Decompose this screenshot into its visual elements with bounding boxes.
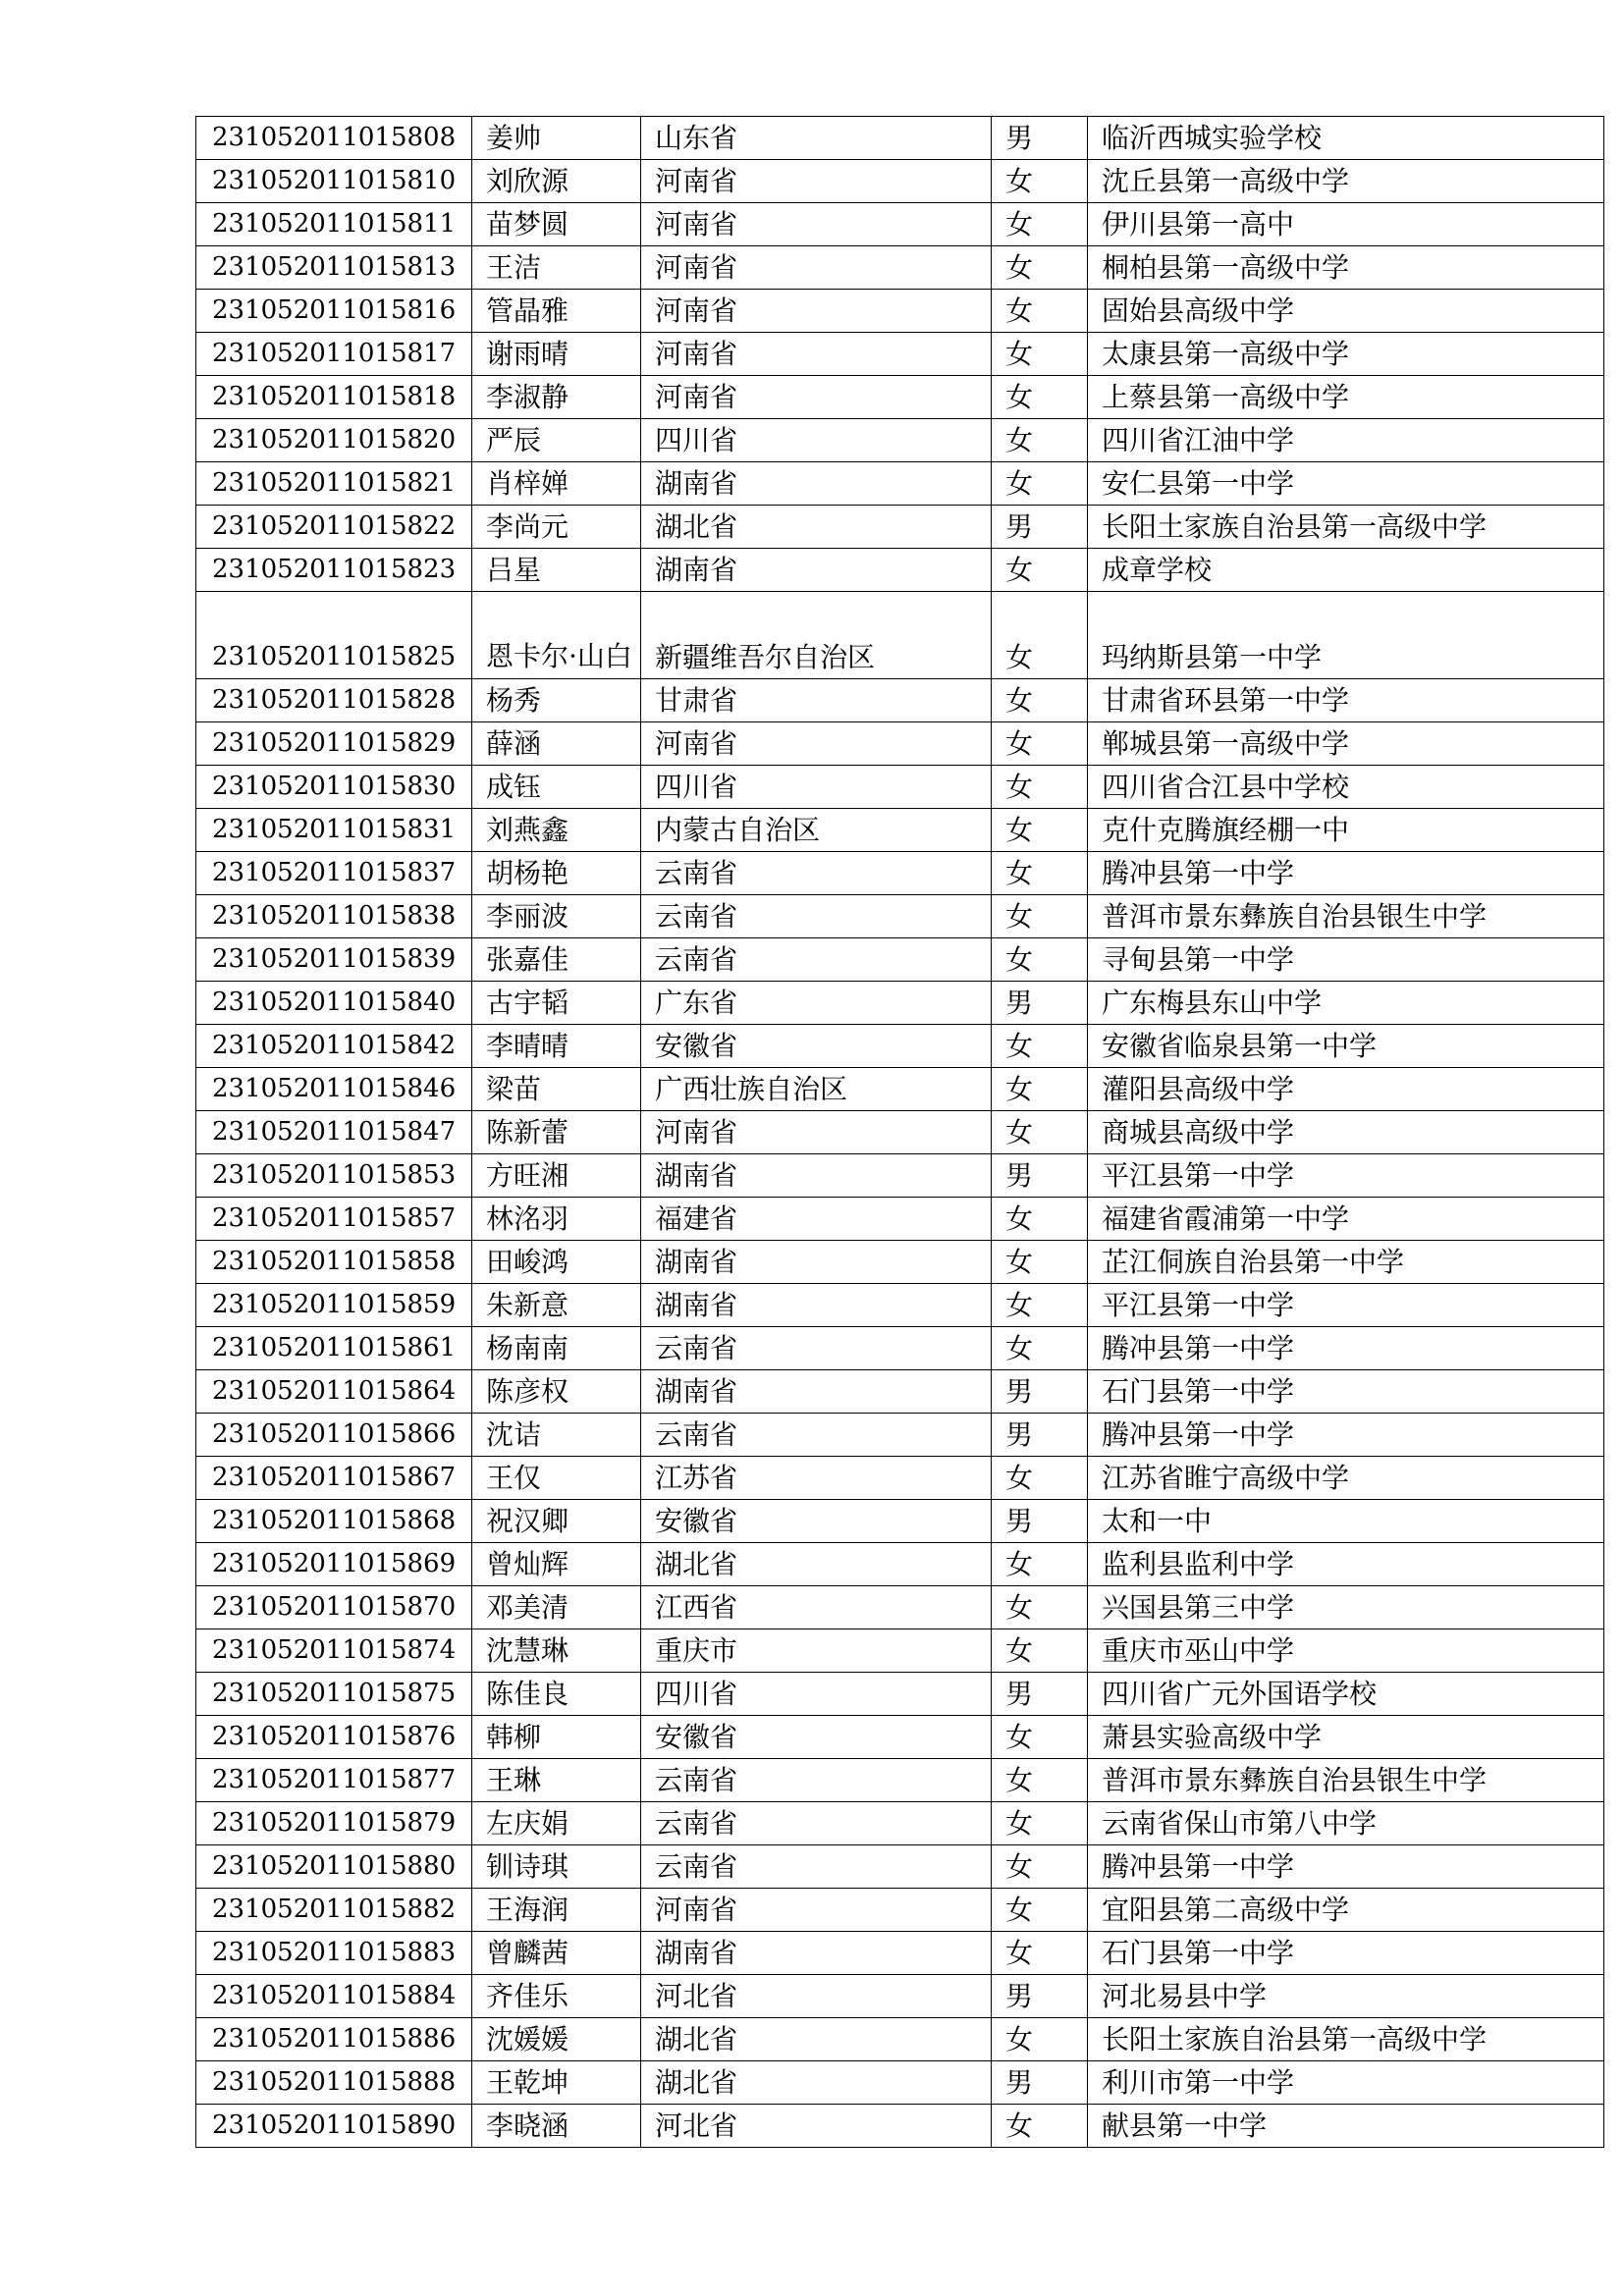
gender-cell: 男 xyxy=(992,2061,1088,2105)
school-cell: 克什克腾旗经棚一中 xyxy=(1088,809,1604,852)
student-name-cell: 邓美清 xyxy=(472,1586,641,1629)
province-cell: 湖南省 xyxy=(641,462,992,506)
province-cell: 四川省 xyxy=(641,419,992,462)
student-name-cell: 杨南南 xyxy=(472,1327,641,1370)
student-id-cell: 231052011015830 xyxy=(196,766,472,809)
school-cell: 平江县第一中学 xyxy=(1088,1154,1604,1198)
school-cell: 安仁县第一中学 xyxy=(1088,462,1604,506)
student-name-cell: 沈慧琳 xyxy=(472,1629,641,1673)
table-row xyxy=(196,1802,1604,1845)
school-cell: 普洱市景东彝族自治县银生中学 xyxy=(1088,1759,1604,1802)
school-cell: 甘肃省环县第一中学 xyxy=(1088,679,1604,722)
student-id-cell: 231052011015846 xyxy=(196,1068,472,1111)
table-row xyxy=(196,203,1604,246)
student-id-cell: 231052011015882 xyxy=(196,1889,472,1932)
school-cell: 桐柏县第一高级中学 xyxy=(1088,246,1604,290)
school-cell: 利川市第一中学 xyxy=(1088,2061,1604,2105)
table-row xyxy=(196,1241,1604,1284)
school-cell: 长阳土家族自治县第一高级中学 xyxy=(1088,506,1604,549)
table-row xyxy=(196,2061,1604,2105)
student-name-cell: 沈诘 xyxy=(472,1414,641,1457)
table-row xyxy=(196,2018,1604,2061)
province-cell: 河南省 xyxy=(641,290,992,333)
student-name-cell: 严辰 xyxy=(472,419,641,462)
gender-cell: 女 xyxy=(992,1111,1088,1154)
province-cell: 湖南省 xyxy=(641,1154,992,1198)
table-row xyxy=(196,982,1604,1025)
gender-cell: 男 xyxy=(992,1975,1088,2018)
school-cell: 腾冲县第一中学 xyxy=(1088,852,1604,895)
school-cell: 普洱市景东彝族自治县银生中学 xyxy=(1088,895,1604,938)
gender-cell: 女 xyxy=(992,246,1088,290)
student-name-cell: 李淑静 xyxy=(472,376,641,419)
province-cell: 甘肃省 xyxy=(641,679,992,722)
table-row xyxy=(196,766,1604,809)
student-id-cell: 231052011015864 xyxy=(196,1370,472,1414)
gender-cell: 男 xyxy=(992,1370,1088,1414)
student-id-cell: 231052011015880 xyxy=(196,1845,472,1889)
province-cell: 湖北省 xyxy=(641,1543,992,1586)
student-name-cell: 李尚元 xyxy=(472,506,641,549)
table-row xyxy=(196,722,1604,766)
student-name-cell: 薛涵 xyxy=(472,722,641,766)
gender-cell: 女 xyxy=(992,809,1088,852)
student-name-cell: 曾麟茜 xyxy=(472,1932,641,1975)
gender-cell: 女 xyxy=(992,679,1088,722)
province-cell: 河南省 xyxy=(641,376,992,419)
school-cell: 河北易县中学 xyxy=(1088,1975,1604,2018)
province-cell: 新疆维吾尔自治区 xyxy=(641,592,992,679)
student-name-cell: 田峻鸿 xyxy=(472,1241,641,1284)
gender-cell: 女 xyxy=(992,203,1088,246)
school-cell: 玛纳斯县第一中学 xyxy=(1088,592,1604,679)
student-name-cell: 韩柳 xyxy=(472,1716,641,1759)
gender-cell: 女 xyxy=(992,376,1088,419)
gender-cell: 男 xyxy=(992,117,1088,160)
student-name-cell: 恩卡尔·山白 xyxy=(472,592,641,679)
gender-cell: 女 xyxy=(992,895,1088,938)
gender-cell: 男 xyxy=(992,1500,1088,1543)
table-row xyxy=(196,1975,1604,2018)
student-name-cell: 梁苗 xyxy=(472,1068,641,1111)
table-row xyxy=(196,1889,1604,1932)
student-id-cell: 231052011015825 xyxy=(196,592,472,679)
student-name-cell: 陈佳良 xyxy=(472,1673,641,1716)
gender-cell: 男 xyxy=(992,1673,1088,1716)
student-id-cell: 231052011015829 xyxy=(196,722,472,766)
school-cell: 江苏省睢宁高级中学 xyxy=(1088,1457,1604,1500)
student-id-cell: 231052011015868 xyxy=(196,1500,472,1543)
student-name-cell: 王海润 xyxy=(472,1889,641,1932)
school-cell: 长阳土家族自治县第一高级中学 xyxy=(1088,2018,1604,2061)
school-cell: 沈丘县第一高级中学 xyxy=(1088,160,1604,203)
table-row xyxy=(196,246,1604,290)
student-name-cell: 杨秀 xyxy=(472,679,641,722)
table-row xyxy=(196,1198,1604,1241)
student-name-cell: 齐佳乐 xyxy=(472,1975,641,2018)
gender-cell: 女 xyxy=(992,1543,1088,1586)
student-name-cell: 祝汉卿 xyxy=(472,1500,641,1543)
gender-cell: 女 xyxy=(992,462,1088,506)
student-id-cell: 231052011015820 xyxy=(196,419,472,462)
province-cell: 广西壮族自治区 xyxy=(641,1068,992,1111)
gender-cell: 女 xyxy=(992,1586,1088,1629)
gender-cell: 女 xyxy=(992,766,1088,809)
province-cell: 湖南省 xyxy=(641,1241,992,1284)
student-name-cell: 沈媛媛 xyxy=(472,2018,641,2061)
table-row xyxy=(196,1111,1604,1154)
gender-cell: 女 xyxy=(992,852,1088,895)
student-name-cell: 李晴晴 xyxy=(472,1025,641,1068)
table-row xyxy=(196,1932,1604,1975)
school-cell: 伊川县第一高中 xyxy=(1088,203,1604,246)
school-cell: 寻甸县第一中学 xyxy=(1088,938,1604,982)
student-id-cell: 231052011015813 xyxy=(196,246,472,290)
student-name-cell: 王乾坤 xyxy=(472,2061,641,2105)
table-row xyxy=(196,549,1604,592)
student-id-cell: 231052011015808 xyxy=(196,117,472,160)
table-row xyxy=(196,938,1604,982)
school-cell: 监利县监利中学 xyxy=(1088,1543,1604,1586)
student-id-cell: 231052011015861 xyxy=(196,1327,472,1370)
student-name-cell: 刘燕鑫 xyxy=(472,809,641,852)
school-cell: 宜阳县第二高级中学 xyxy=(1088,1889,1604,1932)
gender-cell: 女 xyxy=(992,1889,1088,1932)
province-cell: 云南省 xyxy=(641,1802,992,1845)
province-cell: 安徽省 xyxy=(641,1716,992,1759)
province-cell: 江苏省 xyxy=(641,1457,992,1500)
province-cell: 河南省 xyxy=(641,1111,992,1154)
student-name-cell: 吕星 xyxy=(472,549,641,592)
province-cell: 河南省 xyxy=(641,160,992,203)
student-id-cell: 231052011015884 xyxy=(196,1975,472,2018)
province-cell: 内蒙古自治区 xyxy=(641,809,992,852)
gender-cell: 女 xyxy=(992,938,1088,982)
student-id-cell: 231052011015876 xyxy=(196,1716,472,1759)
student-id-cell: 231052011015817 xyxy=(196,333,472,376)
province-cell: 安徽省 xyxy=(641,1025,992,1068)
student-id-cell: 231052011015816 xyxy=(196,290,472,333)
gender-cell: 女 xyxy=(992,549,1088,592)
student-id-cell: 231052011015853 xyxy=(196,1154,472,1198)
gender-cell: 男 xyxy=(992,982,1088,1025)
table-row xyxy=(196,1414,1604,1457)
province-cell: 湖南省 xyxy=(641,1284,992,1327)
school-cell: 腾冲县第一中学 xyxy=(1088,1845,1604,1889)
table-row xyxy=(196,1586,1604,1629)
student-name-cell: 管晶雅 xyxy=(472,290,641,333)
gender-cell: 女 xyxy=(992,722,1088,766)
student-id-cell: 231052011015842 xyxy=(196,1025,472,1068)
province-cell: 四川省 xyxy=(641,1673,992,1716)
table-row xyxy=(196,852,1604,895)
student-list-table xyxy=(195,116,1604,2148)
student-id-cell: 231052011015879 xyxy=(196,1802,472,1845)
table-row xyxy=(196,506,1604,549)
table-row xyxy=(196,809,1604,852)
table-row xyxy=(196,1500,1604,1543)
student-name-cell: 左庆娟 xyxy=(472,1802,641,1845)
table-row xyxy=(196,1543,1604,1586)
province-cell: 四川省 xyxy=(641,766,992,809)
province-cell: 河北省 xyxy=(641,1975,992,2018)
student-id-cell: 231052011015821 xyxy=(196,462,472,506)
school-cell: 腾冲县第一中学 xyxy=(1088,1414,1604,1457)
province-cell: 河南省 xyxy=(641,203,992,246)
school-cell: 固始县高级中学 xyxy=(1088,290,1604,333)
school-cell: 太康县第一高级中学 xyxy=(1088,333,1604,376)
gender-cell: 女 xyxy=(992,290,1088,333)
student-id-cell: 231052011015811 xyxy=(196,203,472,246)
student-name-cell: 成钰 xyxy=(472,766,641,809)
gender-cell: 女 xyxy=(992,1759,1088,1802)
gender-cell: 女 xyxy=(992,2018,1088,2061)
school-cell: 成章学校 xyxy=(1088,549,1604,592)
student-id-cell: 231052011015857 xyxy=(196,1198,472,1241)
province-cell: 河南省 xyxy=(641,1889,992,1932)
student-name-cell: 胡杨艳 xyxy=(472,852,641,895)
table-row xyxy=(196,1284,1604,1327)
student-id-cell: 231052011015888 xyxy=(196,2061,472,2105)
table-row xyxy=(196,1629,1604,1673)
gender-cell: 女 xyxy=(992,1802,1088,1845)
table-row xyxy=(196,2105,1604,2148)
student-name-cell: 王洁 xyxy=(472,246,641,290)
school-cell: 平江县第一中学 xyxy=(1088,1284,1604,1327)
table-row xyxy=(196,1154,1604,1198)
student-id-cell: 231052011015828 xyxy=(196,679,472,722)
student-id-cell: 231052011015877 xyxy=(196,1759,472,1802)
gender-cell: 女 xyxy=(992,1327,1088,1370)
student-id-cell: 231052011015859 xyxy=(196,1284,472,1327)
student-list-body xyxy=(196,117,1604,2148)
student-name-cell: 陈新蕾 xyxy=(472,1111,641,1154)
gender-cell: 女 xyxy=(992,1284,1088,1327)
table-row xyxy=(196,419,1604,462)
student-name-cell: 肖梓婵 xyxy=(472,462,641,506)
student-name-cell: 钏诗琪 xyxy=(472,1845,641,1889)
table-row xyxy=(196,1327,1604,1370)
table-row xyxy=(196,160,1604,203)
table-row xyxy=(196,895,1604,938)
student-name-cell: 李丽波 xyxy=(472,895,641,938)
school-cell: 临沂西城实验学校 xyxy=(1088,117,1604,160)
table-row xyxy=(196,1025,1604,1068)
student-name-cell: 苗梦圆 xyxy=(472,203,641,246)
school-cell: 上蔡县第一高级中学 xyxy=(1088,376,1604,419)
province-cell: 山东省 xyxy=(641,117,992,160)
student-name-cell: 刘欣源 xyxy=(472,160,641,203)
province-cell: 福建省 xyxy=(641,1198,992,1241)
school-cell: 安徽省临泉县第一中学 xyxy=(1088,1025,1604,1068)
school-cell: 石门县第一中学 xyxy=(1088,1932,1604,1975)
gender-cell: 女 xyxy=(992,1845,1088,1889)
province-cell: 江西省 xyxy=(641,1586,992,1629)
school-cell: 四川省合江县中学校 xyxy=(1088,766,1604,809)
gender-cell: 女 xyxy=(992,1198,1088,1241)
student-id-cell: 231052011015883 xyxy=(196,1932,472,1975)
gender-cell: 女 xyxy=(992,1716,1088,1759)
table-row xyxy=(196,1457,1604,1500)
student-id-cell: 231052011015875 xyxy=(196,1673,472,1716)
province-cell: 云南省 xyxy=(641,1845,992,1889)
school-cell: 献县第一中学 xyxy=(1088,2105,1604,2148)
province-cell: 湖南省 xyxy=(641,549,992,592)
gender-cell: 女 xyxy=(992,2105,1088,2148)
province-cell: 云南省 xyxy=(641,852,992,895)
table-row xyxy=(196,376,1604,419)
province-cell: 湖北省 xyxy=(641,2018,992,2061)
student-name-cell: 方旺湘 xyxy=(472,1154,641,1198)
table-row xyxy=(196,1673,1604,1716)
school-cell: 灌阳县高级中学 xyxy=(1088,1068,1604,1111)
gender-cell: 女 xyxy=(992,1025,1088,1068)
gender-cell: 女 xyxy=(992,419,1088,462)
student-id-cell: 231052011015839 xyxy=(196,938,472,982)
student-name-cell: 朱新意 xyxy=(472,1284,641,1327)
school-cell: 福建省霞浦第一中学 xyxy=(1088,1198,1604,1241)
student-id-cell: 231052011015837 xyxy=(196,852,472,895)
school-cell: 石门县第一中学 xyxy=(1088,1370,1604,1414)
province-cell: 湖南省 xyxy=(641,1932,992,1975)
table-row xyxy=(196,1370,1604,1414)
school-cell: 兴国县第三中学 xyxy=(1088,1586,1604,1629)
table-row xyxy=(196,1068,1604,1111)
student-name-cell: 王仅 xyxy=(472,1457,641,1500)
student-name-cell: 林洺羽 xyxy=(472,1198,641,1241)
student-name-cell: 姜帅 xyxy=(472,117,641,160)
province-cell: 云南省 xyxy=(641,1327,992,1370)
province-cell: 河南省 xyxy=(641,333,992,376)
gender-cell: 男 xyxy=(992,1154,1088,1198)
table-row xyxy=(196,462,1604,506)
gender-cell: 女 xyxy=(992,1068,1088,1111)
student-name-cell: 谢雨晴 xyxy=(472,333,641,376)
table-row xyxy=(196,1759,1604,1802)
school-cell: 芷江侗族自治县第一中学 xyxy=(1088,1241,1604,1284)
student-id-cell: 231052011015831 xyxy=(196,809,472,852)
student-id-cell: 231052011015810 xyxy=(196,160,472,203)
student-id-cell: 231052011015847 xyxy=(196,1111,472,1154)
province-cell: 云南省 xyxy=(641,895,992,938)
table-row xyxy=(196,117,1604,160)
school-cell: 云南省保山市第八中学 xyxy=(1088,1802,1604,1845)
student-id-cell: 231052011015823 xyxy=(196,549,472,592)
province-cell: 广东省 xyxy=(641,982,992,1025)
table-row xyxy=(196,1716,1604,1759)
province-cell: 湖北省 xyxy=(641,506,992,549)
gender-cell: 男 xyxy=(992,1414,1088,1457)
student-id-cell: 231052011015840 xyxy=(196,982,472,1025)
province-cell: 河南省 xyxy=(641,246,992,290)
student-id-cell: 231052011015869 xyxy=(196,1543,472,1586)
student-id-cell: 231052011015886 xyxy=(196,2018,472,2061)
student-id-cell: 231052011015866 xyxy=(196,1414,472,1457)
school-cell: 广东梅县东山中学 xyxy=(1088,982,1604,1025)
student-id-cell: 231052011015890 xyxy=(196,2105,472,2148)
school-cell: 商城县高级中学 xyxy=(1088,1111,1604,1154)
gender-cell: 女 xyxy=(992,592,1088,679)
gender-cell: 女 xyxy=(992,1241,1088,1284)
student-id-cell: 231052011015858 xyxy=(196,1241,472,1284)
gender-cell: 女 xyxy=(992,1932,1088,1975)
gender-cell: 女 xyxy=(992,1457,1088,1500)
school-cell: 四川省江油中学 xyxy=(1088,419,1604,462)
province-cell: 河南省 xyxy=(641,722,992,766)
gender-cell: 女 xyxy=(992,160,1088,203)
student-name-cell: 陈彦权 xyxy=(472,1370,641,1414)
province-cell: 湖南省 xyxy=(641,1370,992,1414)
table-row xyxy=(196,592,1604,679)
student-id-cell: 231052011015838 xyxy=(196,895,472,938)
school-cell: 郸城县第一高级中学 xyxy=(1088,722,1604,766)
school-cell: 四川省广元外国语学校 xyxy=(1088,1673,1604,1716)
province-cell: 安徽省 xyxy=(641,1500,992,1543)
student-name-cell: 古宇韬 xyxy=(472,982,641,1025)
school-cell: 太和一中 xyxy=(1088,1500,1604,1543)
gender-cell: 女 xyxy=(992,1629,1088,1673)
student-name-cell: 王琳 xyxy=(472,1759,641,1802)
student-name-cell: 曾灿辉 xyxy=(472,1543,641,1586)
table-row xyxy=(196,1845,1604,1889)
province-cell: 云南省 xyxy=(641,1759,992,1802)
province-cell: 云南省 xyxy=(641,1414,992,1457)
province-cell: 河北省 xyxy=(641,2105,992,2148)
student-name-cell: 李晓涵 xyxy=(472,2105,641,2148)
student-id-cell: 231052011015867 xyxy=(196,1457,472,1500)
school-cell: 萧县实验高级中学 xyxy=(1088,1716,1604,1759)
province-cell: 云南省 xyxy=(641,938,992,982)
province-cell: 湖北省 xyxy=(641,2061,992,2105)
student-id-cell: 231052011015874 xyxy=(196,1629,472,1673)
student-id-cell: 231052011015818 xyxy=(196,376,472,419)
table-row xyxy=(196,679,1604,722)
table-row xyxy=(196,290,1604,333)
student-name-cell: 张嘉佳 xyxy=(472,938,641,982)
gender-cell: 女 xyxy=(992,333,1088,376)
province-cell: 重庆市 xyxy=(641,1629,992,1673)
school-cell: 重庆市巫山中学 xyxy=(1088,1629,1604,1673)
student-id-cell: 231052011015870 xyxy=(196,1586,472,1629)
table-row xyxy=(196,333,1604,376)
gender-cell: 男 xyxy=(992,506,1088,549)
student-id-cell: 231052011015822 xyxy=(196,506,472,549)
school-cell: 腾冲县第一中学 xyxy=(1088,1327,1604,1370)
